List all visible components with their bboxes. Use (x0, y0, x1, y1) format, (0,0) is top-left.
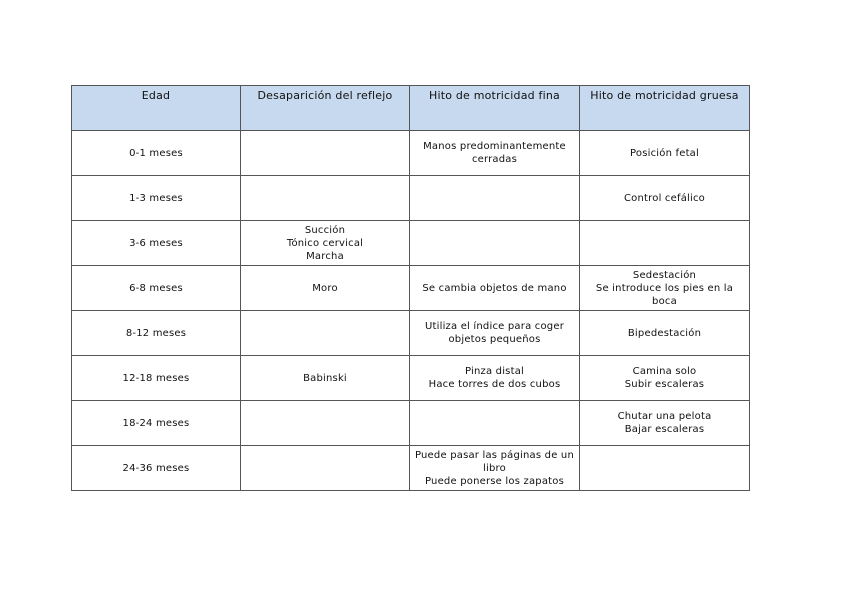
fine-cell (410, 131, 580, 176)
table-row (72, 356, 750, 401)
table-body (72, 131, 750, 491)
gross-item: Posición fetal (630, 147, 699, 159)
fine-cell (410, 356, 580, 401)
table-row (72, 446, 750, 491)
fine-cell (410, 176, 580, 221)
fine-cell (410, 311, 580, 356)
gross-item: Chutar una pelota (617, 411, 712, 422)
reflex-item: Marcha (306, 250, 344, 262)
gross-cell (580, 176, 750, 221)
fine-item: Manos predominantemente cerradas (423, 141, 566, 165)
gross-item: Subir escaleras (624, 379, 705, 390)
reflex-item: Tónico cervical (286, 237, 364, 249)
fine-item: Pinza distal (464, 366, 525, 377)
table-row (72, 131, 750, 176)
gross-item: Sedestación (632, 269, 697, 281)
reflex-cell (241, 131, 410, 176)
table-row (72, 266, 750, 311)
fine-item: Puede ponerse los zapatos (424, 475, 565, 487)
header-fine-motor: Hito de motricidad fina (410, 86, 580, 131)
fine-item: Se cambia objetos de mano (422, 282, 567, 294)
fine-item: Utiliza el índice para coger objetos pequeños (424, 321, 565, 345)
reflex-cell (241, 401, 410, 446)
gross-cell (580, 356, 750, 401)
gross-cell (580, 266, 750, 311)
header-gross-motor: Hito de motricidad gruesa (580, 86, 750, 131)
age-cell: 18-24 meses (72, 401, 241, 446)
age-cell: 8-12 meses (72, 311, 241, 356)
fine-cell (410, 446, 580, 491)
gross-item: Bajar escaleras (624, 424, 705, 435)
gross-cell (580, 311, 750, 356)
gross-item: Control cefálico (624, 192, 705, 204)
header-row (72, 86, 750, 131)
reflex-item: Succión (304, 224, 346, 236)
reflex-cell (241, 446, 410, 491)
gross-cell (580, 446, 750, 491)
age-cell: 0-1 meses (72, 131, 241, 176)
table-row (72, 311, 750, 356)
gross-cell (580, 401, 750, 446)
age-cell: 12-18 meses (72, 356, 241, 401)
header-age: Edad (72, 86, 241, 131)
reflex-item: Babinski (303, 372, 347, 384)
reflex-cell (241, 356, 410, 401)
reflex-cell (241, 221, 410, 266)
age-cell: 3-6 meses (72, 221, 241, 266)
age-cell: 1-3 meses (72, 176, 241, 221)
gross-cell (580, 221, 750, 266)
table-row (72, 221, 750, 266)
gross-cell (580, 131, 750, 176)
age-cell: 6-8 meses (72, 266, 241, 311)
fine-cell (410, 401, 580, 446)
reflex-cell (241, 176, 410, 221)
table-row (72, 176, 750, 221)
reflex-cell (241, 266, 410, 311)
table-row (72, 401, 750, 446)
fine-item: Hace torres de dos cubos (428, 379, 561, 390)
fine-cell (410, 266, 580, 311)
header-reflex: Desaparición del reflejo (241, 86, 410, 131)
gross-item: Bipedestación (627, 327, 702, 339)
age-cell: 24-36 meses (72, 446, 241, 491)
reflex-cell (241, 311, 410, 356)
fine-cell (410, 221, 580, 266)
gross-item: Camina solo (632, 366, 697, 377)
development-milestones-table (71, 85, 750, 491)
gross-item: Se introduce los pies en la boca (595, 282, 734, 307)
reflex-item: Moro (312, 282, 338, 294)
fine-item: Puede pasar las páginas de un libro (414, 449, 575, 474)
